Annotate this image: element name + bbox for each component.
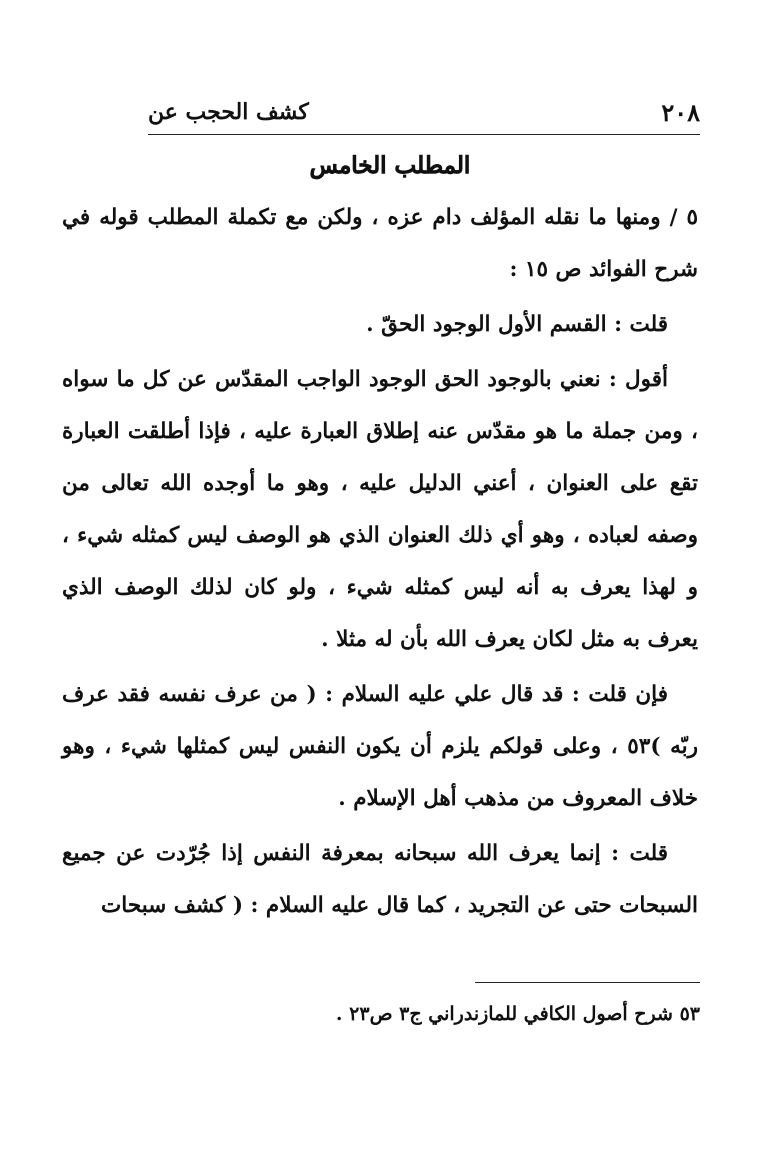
paragraph-objection: فإن قلت : قد قال علي عليه السلام : ( من عرف نفسه فقد عرف ربّه )٥٣ ، وعلى قولكم يلزم أن يكون النفس ليس كمثلها شيء ، وهو خلاف المعروف من مذهب أهل الإسلام . (62, 682, 698, 811)
paragraph-reply: قلت : إنما يعرف الله سبحانه بمعرفة النفس إذا جُرّدت عن جميع السبحات حتى عن التجريد ، كما قال عليه السلام : ( كشف سبحات (62, 841, 698, 918)
paragraph-commentary: أقول : نعني بالوجود الحق الوجود الواجب المقدّس عن كل ما سواه ، ومن جملة ما هو مقدّس عنه إطلاق العبارة عليه ، فإذا أطلقت العبارة تقع على العنوان ، أعني الدليل عليه ، وهو ما أوجده الله تعالى من وصفه لعباده ، وهو أي ذلك العنوان الذي هو الوصف ليس كمثله شيء ، و لهذا يعرف به أنه ليس كمثله شيء ، ولو كان لذلك الوصف الذي يعرف به مثل لكان يعرف الله بأن له مثلا . (62, 367, 698, 652)
footnote: ٥٣ شرح أصول الكافي للمازندراني ج٣ ص٢٣ . (335, 1003, 700, 1025)
section-title: المطلب الخامس (309, 152, 471, 179)
paragraph-intro: ٥ / ومنها ما نقله المؤلف دام عزه ، ولكن مع تكملة المطلب قوله في شرح الفوائد ص ١٥ : (62, 205, 698, 282)
page-number: ٢٠٨ (661, 97, 700, 127)
paragraph-quote: قلت : القسم الأول الوجود الحقّ . (366, 312, 668, 337)
running-header (148, 92, 700, 132)
running-book-title: كشف الحجب عن (148, 99, 309, 125)
footnote-divider (475, 982, 700, 983)
body-text (62, 192, 698, 932)
header-divider (148, 134, 700, 135)
